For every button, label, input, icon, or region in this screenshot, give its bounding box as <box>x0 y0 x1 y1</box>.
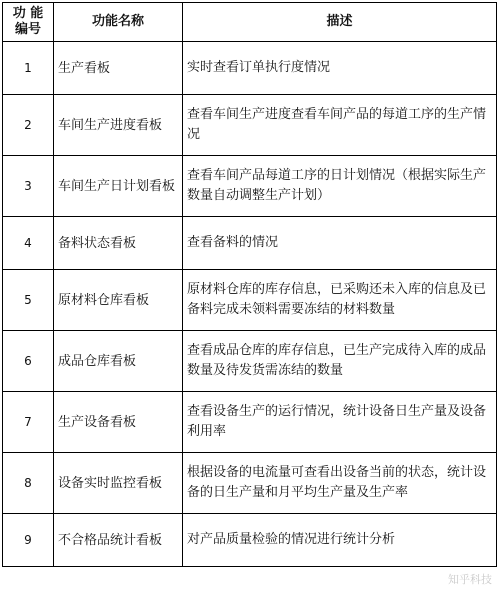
row-number: 2 <box>3 95 54 156</box>
row-description: 查看设备生产的运行情况，统计设备日生产量及设备利用率 <box>183 392 497 453</box>
table-row <box>3 95 497 156</box>
header-function-number-label: 功 能 编号 <box>12 6 44 37</box>
table-row <box>3 42 497 95</box>
header-function-number <box>3 3 54 42</box>
row-description: 查看成品仓库的库存信息，已生产完成待入库的成品数量及待发货需冻结的数量 <box>183 331 497 392</box>
watermark: 知乎科技 <box>448 573 492 586</box>
table-row <box>3 270 497 331</box>
row-function-name: 生产看板 <box>54 42 183 95</box>
row-function-name: 不合格品统计看板 <box>54 514 183 567</box>
row-number: 5 <box>3 270 54 331</box>
function-table <box>2 2 497 567</box>
row-description: 查看备料的情况 <box>183 217 497 270</box>
table-header-row <box>3 3 497 42</box>
row-function-name: 设备实时监控看板 <box>54 453 183 514</box>
row-number: 3 <box>3 156 54 217</box>
table-row <box>3 453 497 514</box>
row-function-name: 成品仓库看板 <box>54 331 183 392</box>
row-function-name: 生产设备看板 <box>54 392 183 453</box>
row-number: 9 <box>3 514 54 567</box>
row-description: 原材料仓库的库存信息，已采购还未入库的信息及已备料完成未领料需要冻结的材料数量 <box>183 270 497 331</box>
row-description: 根据设备的电流量可查看出设备当前的状态，统计设备的日生产量和月平均生产量及生产率 <box>183 453 497 514</box>
row-function-name: 原材料仓库看板 <box>54 270 183 331</box>
row-function-name: 车间生产日计划看板 <box>54 156 183 217</box>
table-row <box>3 156 497 217</box>
row-number: 6 <box>3 331 54 392</box>
table-row <box>3 331 497 392</box>
table-row <box>3 392 497 453</box>
table-row <box>3 217 497 270</box>
row-function-name: 车间生产进度看板 <box>54 95 183 156</box>
row-function-name: 备料状态看板 <box>54 217 183 270</box>
header-function-name: 功能名称 <box>54 3 183 42</box>
table-row <box>3 514 497 567</box>
row-number: 7 <box>3 392 54 453</box>
row-description: 查看车间生产进度查看车间产品的每道工序的生产情况 <box>183 95 497 156</box>
row-number: 4 <box>3 217 54 270</box>
row-number: 1 <box>3 42 54 95</box>
row-description: 对产品质量检验的情况进行统计分析 <box>183 514 497 567</box>
row-description: 查看车间产品每道工序的日计划情况（根据实际生产数量自动调整生产计划） <box>183 156 497 217</box>
row-description: 实时查看订单执行度情况 <box>183 42 497 95</box>
header-description: 描述 <box>183 3 497 42</box>
row-number: 8 <box>3 453 54 514</box>
